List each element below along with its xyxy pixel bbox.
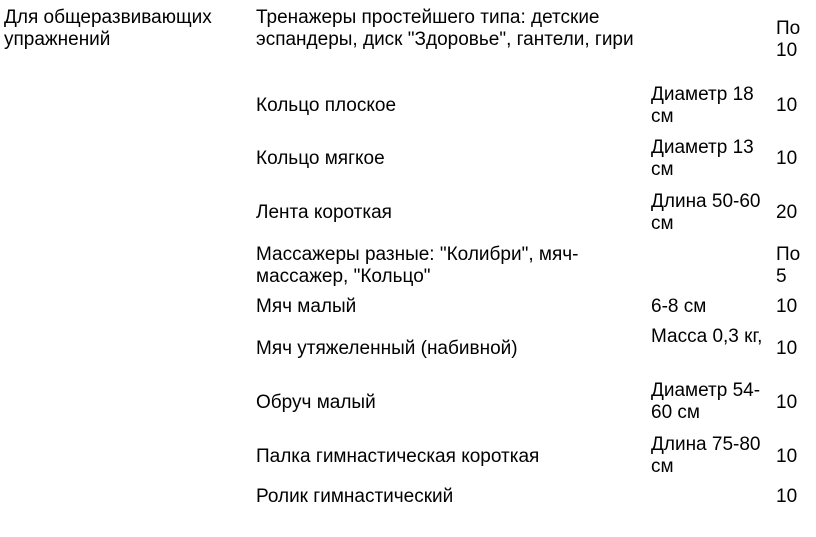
item-qty: 10: [776, 338, 798, 359]
item-qty: 10: [776, 296, 798, 317]
item-name: Кольцо плоское: [256, 95, 397, 116]
item-name: Мяч утяжеленный (набивной): [256, 338, 518, 359]
item-qty: 10: [776, 446, 798, 467]
item-qty: 10: [776, 95, 798, 116]
item-spec: Масса 0,3 кг,: [651, 326, 763, 347]
item-spec: Диаметр 13 см: [651, 137, 754, 180]
item-qty: По 10: [776, 18, 801, 61]
item-spec: Диаметр 54-60 см: [651, 380, 761, 423]
item-name: Ролик гимнастический: [256, 486, 454, 507]
item-name: Массажеры разные: "Колибри", мяч-массажер, "Кольцо": [256, 244, 579, 287]
item-name: Мяч малый: [256, 296, 357, 317]
item-qty: 10: [776, 392, 798, 413]
item-spec: 6-8 см: [651, 296, 707, 317]
item-qty: По 5: [776, 244, 801, 287]
item-name: Обруч малый: [256, 392, 376, 413]
category-label: Для общеразвивающих упражнений: [4, 7, 212, 50]
item-spec: Длина 75-80 см: [651, 434, 761, 477]
item-name: Палка гимнастическая короткая: [256, 446, 540, 467]
item-name: Тренажеры простейшего типа: детские эспандеры, диск "Здоровье", гантели, гири: [256, 7, 634, 50]
item-qty: 20: [776, 202, 798, 223]
item-name: Лента короткая: [256, 202, 392, 223]
item-name: Кольцо мягкое: [256, 148, 385, 169]
item-qty: 10: [776, 148, 798, 169]
item-spec: Диаметр 18 см: [651, 84, 754, 127]
item-qty: 10: [776, 486, 798, 507]
item-spec: Длина 50-60 см: [651, 191, 761, 234]
